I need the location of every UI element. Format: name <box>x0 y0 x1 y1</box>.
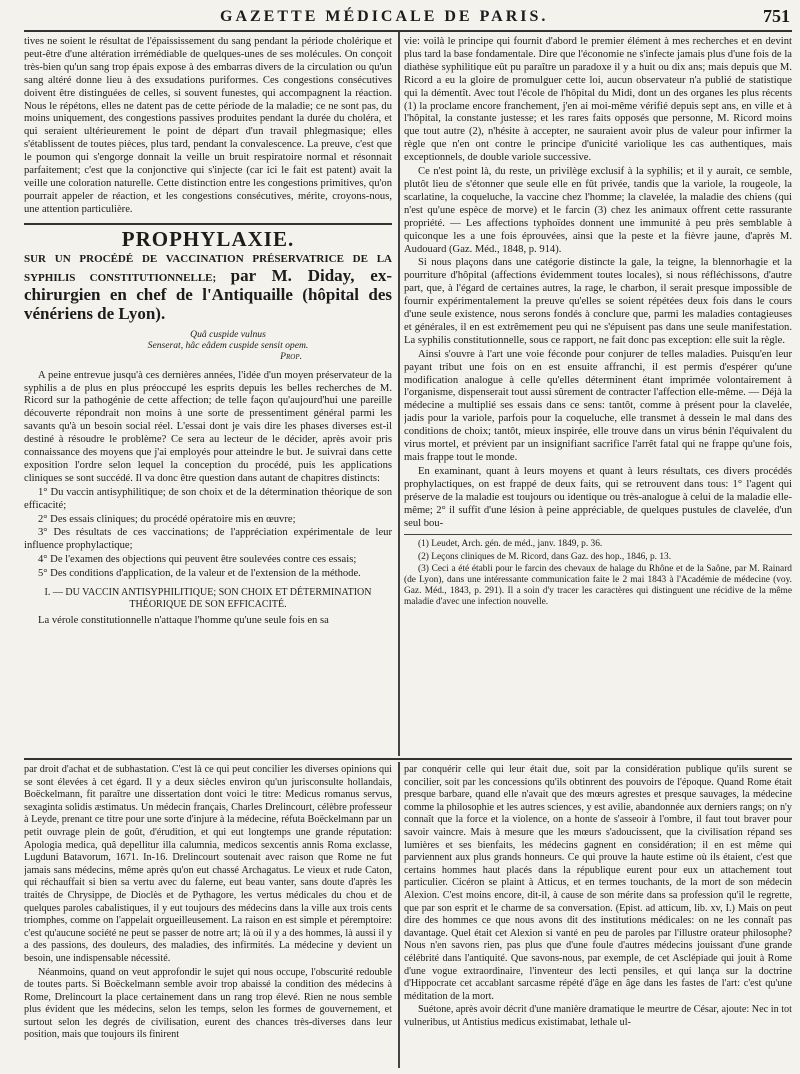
paragraph: par droit d'achat et de subhastation. C'est là ce qui peut concilier les diverses opinions qui se sont élevées à cet égard. Il y a deux siècles environ qu'un jurisconsulte hollandais, Boëckelmann, fit paraître une dissertation dont voici le titre: Medicus romanus servus, sexaginta solidis æstimatus. Un médecin français, Charles Drelincourt, célèbre professeur à Leyde, prenant ce titre pour une sorte d'injure à la médecine, réfuta Boëckelmann par un petit ouvrage plein de goût, d'érudition, et qui eut longtemps une grande réputation: Apologia medica, quâ depellitur illa calumnia, medicos sexcentis annis Roma exclasse, Lugduni Batavorum, 1671. In-16. Drelincourt soutenait avec raison que Rome ne fut jamais sans médecins, même après qu'on eut chassé Archagatus. Le vieux et rude Caton, qui réchauffait si bien sa vertu avec du falerne, eut beau vanter, sans doute d'après les traités de Chrysippe, de Dioclès et de Pythagore, les vertus médicales du chou et de quelques paroles cabalistiques, il y eut toujours des médecins dans la ville aux trois cents triomphes, comme on l'appelait orgueilleusement. La raison en est simple et péremptoire: c'est qu'aucune société ne peut se passer de notre art; là où il y a des hommes, là aussi il y a des passions, des douleurs, des maladies, des infirmités. La médecine y devient un besoin, une indispensable nécessité. <box>24 764 392 964</box>
footnote-rule <box>404 534 792 535</box>
column-divider-top <box>398 32 400 756</box>
paragraph: Ce n'est point là, du reste, un privilège exclusif à la syphilis; et il y aurait, ce semble, plutôt lieu de s'étonner que seule elle en fût privée, tandis que la variole, la rougeole, la scarlatine, la coqueluche, la vaccine chez l'homme; la clavelée, la maladie des chiens (qui n'est qu'une espèce de morve) et le farcin (3) chez les animaux offrent cette rassurante propriété. — Les affections typhoïdes donnent une immunité à peu près semblable à quiconque les a une fois éprouvées, ainsi que la peste et la fièvre jaune, d'après M. Audouard (Gaz. Méd., 1848, p. 914). <box>404 166 792 255</box>
header-rule <box>24 30 792 32</box>
article-heading-caps: SUR UN PROCÉDÉ DE VACCINATION PRÉSERVATRICE DE LA SYPHILIS CONSTITUTIONNELLE; <box>24 252 392 284</box>
paragraph: En examinant, quant à leurs moyens et quant à leurs résultats, ces divers procédés prophylactiques, on est frappé de deux faits, qui se retrouvent dans tous: 1° l'agent qui préserve de la maladie est toujours ou identique ou très-analogue à celui de la maladie elle-même; 2° il suffit d'une lésion à peine appréciable, de quelques pustules de clavelée, d'un seul bou- <box>404 465 792 529</box>
masthead <box>0 6 800 28</box>
section-title: PROPHYLAXIE. <box>121 226 295 251</box>
journal-title: GAZETTE MÉDICALE DE PARIS. <box>220 8 549 25</box>
epigraph <box>64 329 392 362</box>
chapter-item: 2° Des essais cliniques; du procédé opératoire mis en œuvre; <box>38 513 296 525</box>
epigraph-author: Prop. <box>280 350 302 362</box>
left-column-top <box>24 36 392 754</box>
footnote: (3) Ceci a été établi pour le farcin des chevaux de halage du Rhône et de la Saône, par M. Rainard (de Lyon), dans une intéressante communication faite le 2 mai 1843 à l'Académie de médecine (voy. Gaz. Méd., 1843, p. 291). Il a soin d'y tracer les caractères qui distinguent une récidive de la même maladie d'avec une infection nouvelle. <box>404 563 792 608</box>
footnote: (2) Leçons cliniques de M. Ricord, dans Gaz. des hop., 1846, p. 13. <box>418 551 672 562</box>
paragraph: par conquérir celle qui leur était due, soit par la considération publique qu'ils surent se concilier, soit par les concessions qu'ils obtinrent des pouvoirs de l'époque. Quand Rome était presque barbare, quand elle n'avait que des mœurs agrestes et presque sauvages, la médecine comme la philosophie et les autres sciences, y est avilie, abandonnée aux derniers rangs; on n'y connaît que la force et la violence, on a honte de s'asseoir à l'ombre, il faut tout braver pour savoir vaincre. Mais à mesure que les mœurs s'adoucissent, que la civilisation répand ses lumières et ses bienfaits, les médecins gagnent en considération; il en est même qui parviennent aux plus grands honneurs. Ce qui prouve la haute estime où ils étaient, c'est que certains hommes haut placés dans la république eurent pour eux un attachement tout particulier. Cicéron se plaint à Atticus, et en termes touchants, de la mort de son médecin Alexion. C'est moins encore, dit-il, à cause de son mérite dans sa profession qu'il le regrette, que par son esprit et le charme de sa conversation. (Epist. ad atticum, lib. xv, I.) Mais on peut dire des hommes ce que nous avons dit des institutions médicales: on ne les connaît pas davantage. Quel était cet Alexion si vanté en peu de paroles par l'illustre orateur philosophe? Nous n'en savons rien, pas plus que d'une foule d'autres médecins jouissant d'une grande célébrité dans l'antiquité. Que savons-nous, par exemple, de cet Asclépiade qui jouit à Rome d'une vogue extraordinaire, l'inventeur des lecti pensiles, et qui lança sur la doctrine d'Hippocrate cet accablant sarcasme répété d'âge en âge dans les fastes de l'art: c'est qu'une méditation de la mort. <box>404 764 792 1002</box>
footnote: (1) Leudet, Arch. gén. de méd., janv. 1849, p. 36. <box>418 539 603 550</box>
article-heading <box>24 252 392 323</box>
epigraph-line: Quâ cuspide vulnus <box>190 328 266 340</box>
column-divider-bottom <box>398 762 400 1068</box>
paragraph: Suétone, après avoir décrit d'une manière dramatique le meurtre de César, ajoute: Nec in tot vulneribus, ut Antistius medicus existimabat, lethale ul- <box>404 1004 792 1028</box>
paragraph: Néanmoins, quand on veut approfondir le sujet qui nous occupe, l'obscurité redouble de toutes parts. Si Boëckelmann semble avoir trop abaissé la condition des médecins à Rome, Drelincourt la place certainement dans un rang trop élevé. Rien ne nous semble plus évident que les médecins, selon les temps, selon les formes de gouvernement, et surtout selon les degrés de civilisation, eurent des chances très-diverses dans leur position, mais que toujours ils finirent <box>24 966 392 1041</box>
section-rule <box>24 223 392 225</box>
right-column-bottom <box>404 764 792 1068</box>
paragraph: tives ne soient le résultat de l'épaississement du sang pendant la période cholérique et peut-être d'une altération irrémédiable de quelques-unes de ses molécules. On conçoit très-bien qu'un sang trop épais expose à des embarras divers de la circulation ou qu'un sang altéré donne lieu à des exsudations puriformes. Ces congestions consécutives doivent être distinguées de celles, si souvent funestes, qui accompagnent la réaction. Nous le répétons, elles ne datent pas de cette période de la maladie; ce ne sont pas, du moins uniquement, des congestions passives produites pendant la durée du choléra, et qui seraient ultérieurement le point de départ d'un travail phlegmasique; elles s'établissent de toutes pièces, plus tard, pendant la convalescence. La preuve, c'est que le poumon qui s'engorge donnait la veille un bruit respiratoire normal et résonnait parfaitement; c'est que la conjonctive qui s'injecte (car ici le fait est patent) avait la veille une coloration naturelle. Cette distinction entre les congestions primitives, qu'on pourrait appeler de réaction, et les congestions consécutives, mérite, croyons-nous, une attention particulière. <box>24 36 392 215</box>
article-heading-author: par M. Diday, ex-chirurgien en chef de l'Antiquaille (hôpital des vénériens de Lyon). <box>24 265 392 323</box>
chapter-item: 5° Des conditions d'application, de la valeur et de l'extension de la méthode. <box>38 568 361 580</box>
chapter-item: 4° De l'examen des objections qui peuvent être soulevées contre ces essais; <box>38 554 357 566</box>
feuilleton-rule <box>24 758 792 760</box>
paragraph: vie: voilà le principe qui fournit d'abord le premier élément à mes recherches et en devint plus tard la base fondamentale. Dire que l'économie ne s'infecte jamais plus d'une fois de la diathèse syphilitique eût pu paraître un paradoxe il y a huit ou dix ans; mais depuis que M. Ricord a eu la gloire de promulguer cette loi, aucun observateur n'a publié de statistique qui la démentît. Avec tout l'école de l'hôpital du Midi, dont un des organes les plus récents (1) la proclame encore franchement, j'en ai moi-même vérifié depuis sept ans, en ville et à l'hôpital, la constante justesse; et les rares faits opposés que personne, M. Ricord moins que tout autre (2), n'hésite à accepter, ne sauraient avoir plus de valeur pour infirmer la règle que n'en ont contre le principe d'unicité variolique les cas authentiques, mais exceptionnels, de double variole successive. <box>404 36 792 164</box>
epigraph-line: Senserat, hâc eâdem cuspide sensit opem. <box>147 339 309 351</box>
left-column-bottom <box>24 764 392 1068</box>
page-number: 751 <box>763 6 790 26</box>
chapter-item: 1° Du vaccin antisyphilitique; de son choix et de la détermination théorique de son efficacité; <box>24 486 392 511</box>
intro-paragraph: A peine entrevue jusqu'à ces dernières années, l'idée d'un moyen préservateur de la syphilis a de plus en plus préoccupé les esprits depuis les belles recherches de M. Ricord sur la pathogénie de cette affection; de telle façon qu'aujourd'hui une pareille découverte répondrait non moins à une sorte de pressentiment général parmi les savants qu'à un besoin social réel. L'essai dont je vais dire les phases diverses est-il destiné à résoudre le problème? Ce sera au lecteur de le décider, après avoir pris connaissance des moyens que j'ai employés pour atteindre le but. Je suivrai dans cette exposition l'ordre selon lequel la conception du procédé, puis les applications cliniques se sont succédé. Il va donc être question dans autant de chapitres distincts: <box>24 369 392 484</box>
chapter-item: 3° Des résultats de ces vaccinations; de l'appréciation expérimentale de leur influence prophylactique; <box>24 527 392 552</box>
chapter-subheading: I. — DU VACCIN ANTISYPHILITIQUE; SON CHOIX ET DÉTERMINATION THÉORIQUE DE SON EFFICACITÉ. <box>44 587 372 611</box>
paragraph: Ainsi s'ouvre à l'art une voie féconde pour conjurer de telles maladies. Puisqu'en leur payant tribut une fois on en est ensuite affranchi, il est permis d'espérer qu'une modification analogue à celle qu'elles déterminent étant imprimée volontairement à l'organisme, dispenserait tout aussi sûrement de contracter l'affection elle-même. — Déjà la médecine a multiplié ses essais dans ce sens: tantôt, comme à présent pour la clavelée, jadis pour la variole, parfois pour la coqueluche, elle transmet à dessein le mal dans des conditions de choix; tantôt, mieux inspirée, elle trouve dans un virus bénin l'équivalent du virus mortel, et prévient par un insignifiant sacrifice l'arrêt fatal qui ne frappe qu'une fois, mais frappe tout le monde. <box>404 348 792 463</box>
paragraph: La vérole constitutionnelle n'attaque l'homme qu'une seule fois en sa <box>38 615 329 627</box>
right-column-top <box>404 36 792 754</box>
paragraph: Si nous plaçons dans une catégorie distincte la gale, la teigne, la blennorhagie et la pourriture d'hôpital (affections évidemment toutes locales), si nous réfléchissons, d'autre part, que, à l'égard de certaines autres, la rage, le charbon, il serait presque impossible de fournir expérimentalement la preuve qu'elles se soient répétées deux fois dans le cours d'une seule existence, nous serons fondés à conclure que, parmi les maladies contagieuses et générales, il en est extrêmement peu qui ne s'épuisent pas dans une seule manifestation. La syphilis constitutionnelle, sous ce rapport, ne fait donc pas exception: elle suit la règle. <box>404 257 792 346</box>
